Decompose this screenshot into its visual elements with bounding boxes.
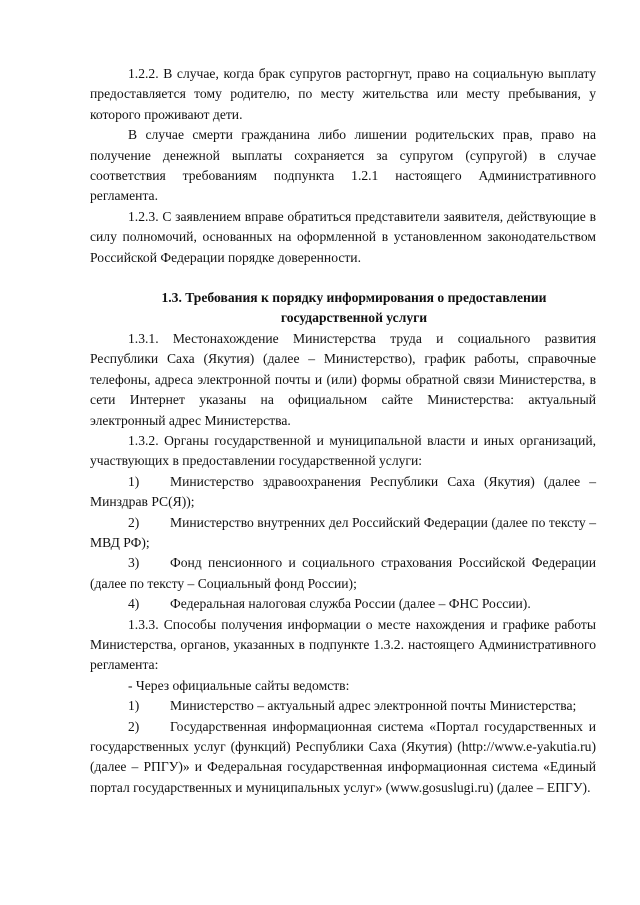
paragraph-1-3-1: 1.3.1. Местонахождение Министерства труда и социального развития Республики Саха (Якутия) (далее – Министерство), график работы, справочные телефоны, адреса электронной почты и (или) формы обратной связи Министерства, в сети Интернет указаны на официальном сайте Министерства: актуальный электронный адрес Министерства.: [90, 330, 596, 428]
list-item-text: Министерство здравоохранения Республики Саха (Якутия) (далее – Минздрав РС(Я));: [90, 473, 596, 510]
list-item-number: 1): [128, 698, 140, 714]
list-item: [90, 717, 596, 799]
list-item: [90, 553, 596, 594]
list-organizations: [90, 472, 596, 615]
list-item: [90, 696, 596, 716]
list-item-text: Министерство внутренних дел Российский Федерации (далее по тексту – МВД РФ);: [90, 514, 596, 550]
list-websites: [90, 696, 596, 798]
heading-line-1: 1.3. Требования к порядку информирования о предоставлении: [161, 290, 547, 306]
list-item-number: 4): [128, 596, 140, 612]
list-item-text: Министерство – актуальный адрес электронной почты Министерства;: [170, 698, 577, 714]
paragraph-1-2-2: 1.2.2. В случае, когда брак супругов расторгнут, право на социальную выплату предоставляется тому родителю, по месту жительства или месту пребывания, у которого проживают дети.: [90, 66, 596, 122]
list-item-text: Фонд пенсионного и социального страхования Российской Федерации (далее по тексту – Социальный фонд России);: [90, 555, 596, 591]
paragraph-1-2-3: 1.2.3. С заявлением вправе обратиться представители заявителя, действующие в силу полномочий, основанных на оформленной в установленном законодательством Российской Федерации порядке доверенности.: [90, 208, 596, 265]
document-page: [90, 64, 596, 798]
list-item-text: Государственная информационная система «Портал государственных и государственных услуг (функций) Республики Саха (Якутия) (http://www.e-yakutia.ru) (далее – РПГУ)» и Федеральная государственная информационная система «Единый портал государственных и муниципальных услуг» (www.gosuslugi.ru) (далее – ЕПГУ).: [90, 718, 596, 795]
list-item: [90, 513, 596, 554]
paragraph-1-3-3: 1.3.3. Способы получения информации о месте нахождения и графике работы Министерства, органов, указанных в подпункте 1.3.2. настоящего Административного регламента:: [90, 616, 596, 673]
paragraph-death-case: В случае смерти гражданина либо лишении родительских прав, право на получение денежной выплаты сохраняется за супругом (супругой) в случае соответствия требованиям подпункта 1.2.1 настоящего Административного регламента.: [90, 127, 596, 204]
list-item-number: 3): [128, 555, 140, 571]
heading-line-2: государственной услуги: [280, 310, 428, 326]
list-item-number: 2): [128, 718, 140, 734]
list-item: [90, 594, 596, 614]
paragraph-1-3-2: 1.3.2. Органы государственной и муниципальной власти и иных организаций, участвующих в предоставлении государственной услуги:: [90, 432, 596, 469]
list-item-text: Федеральная налоговая служба России (далее – ФНС России).: [170, 596, 531, 612]
paragraph-websites: - Через официальные сайты ведомств:: [128, 677, 350, 693]
list-item-number: 1): [128, 473, 140, 489]
list-item: [90, 472, 596, 513]
section-heading-1-3: [90, 288, 596, 329]
list-item-number: 2): [128, 514, 140, 530]
